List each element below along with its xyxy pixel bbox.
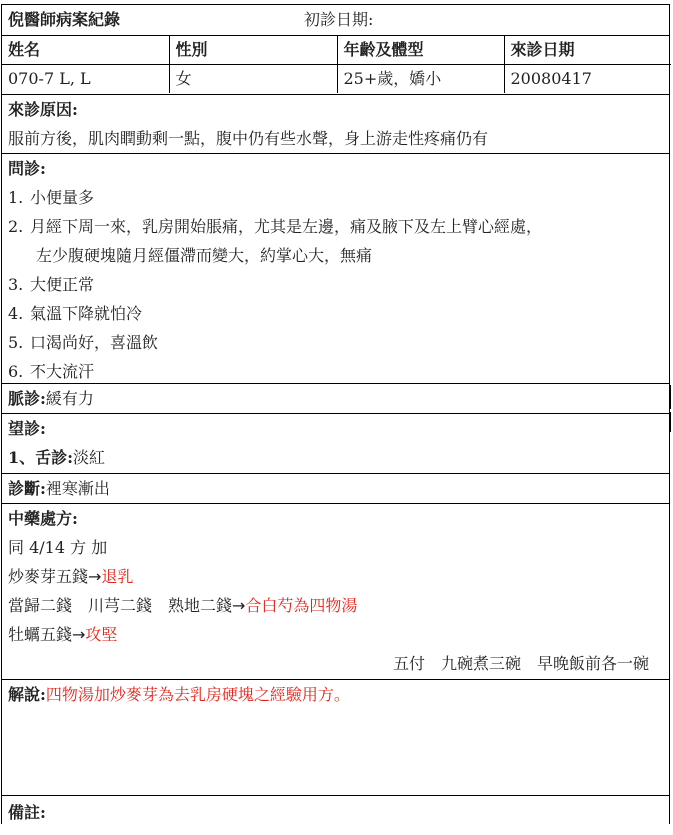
dosage-instructions: 五付 九碗煮三碗 早晚飯前各一碗 bbox=[392, 654, 649, 673]
herb-text: 牡蠣五錢 bbox=[8, 625, 73, 644]
notes-section bbox=[2, 795, 669, 835]
explanation-label: 解說: bbox=[8, 685, 46, 704]
effect-text: 攻堅 bbox=[85, 625, 118, 644]
inquiry-label: 問診: bbox=[8, 159, 46, 178]
age-build-header: 年齡及體型 bbox=[337, 36, 504, 65]
visit-date-header: 來診日期 bbox=[504, 36, 671, 65]
inspection-label: 望診: bbox=[8, 419, 46, 438]
right-arrow-icon: → bbox=[88, 567, 102, 586]
reason-label: 來診原因: bbox=[8, 100, 78, 119]
prescription-line bbox=[8, 591, 669, 620]
diagnosis-label: 診斷: bbox=[8, 479, 46, 498]
right-arrow-icon: → bbox=[72, 625, 86, 644]
record-title: 倪醫師病案紀錄 bbox=[8, 10, 121, 29]
prescription-line: 同 4/14 方 加 bbox=[8, 538, 108, 557]
inquiry-item: 3. 大便正常 bbox=[8, 275, 95, 294]
reason-section bbox=[2, 94, 669, 153]
inquiry-item: 5. 口渴尚好，喜溫飲 bbox=[8, 333, 159, 352]
explanation-section bbox=[2, 679, 669, 795]
first-visit-date-label: 初診日期: bbox=[304, 10, 374, 29]
reason-text: 服前方後，肌肉瞤動剩一點，腹中仍有些水聲，身上游走性疼痛仍有 bbox=[8, 129, 489, 148]
inquiry-item: 4. 氣溫下降就怕冷 bbox=[8, 304, 143, 323]
medical-record-form bbox=[1, 4, 670, 824]
info-header-row bbox=[2, 36, 671, 65]
edge-mark bbox=[670, 412, 671, 432]
herb-text: 炒麥芽五錢 bbox=[8, 567, 89, 586]
inquiry-item: 1. 小便量多 bbox=[8, 188, 95, 207]
notes-label: 備註: bbox=[8, 803, 46, 822]
inquiry-item-continuation: 左少腹硬塊隨月經僵滯而變大，約掌心大，無痛 bbox=[36, 246, 373, 265]
inquiry-item: 6. 不大流汗 bbox=[8, 362, 95, 381]
name-value: 070-7 L, L bbox=[2, 65, 169, 94]
effect-text: 合白芍為四物湯 bbox=[245, 596, 358, 615]
info-value-row bbox=[2, 65, 671, 94]
pulse-section bbox=[2, 383, 669, 413]
tongue-value: 淡紅 bbox=[73, 448, 106, 467]
prescription-line bbox=[8, 620, 669, 649]
effect-text: 退乳 bbox=[101, 567, 134, 586]
edge-mark bbox=[670, 385, 671, 409]
inquiry-section bbox=[2, 153, 669, 383]
explanation-text: 四物湯加炒麥芽為去乳房硬塊之經驗用方。 bbox=[45, 685, 350, 704]
patient-info-table bbox=[2, 35, 669, 94]
pulse-value: 緩有力 bbox=[45, 389, 94, 408]
inspection-section bbox=[2, 413, 669, 473]
prescription-section bbox=[2, 503, 669, 679]
sex-value: 女 bbox=[169, 65, 337, 94]
right-arrow-icon: → bbox=[232, 596, 246, 615]
visit-date-value: 20080417 bbox=[504, 65, 671, 94]
name-header: 姓名 bbox=[8, 40, 41, 59]
prescription-label: 中藥處方: bbox=[8, 509, 78, 528]
diagnosis-value: 裡寒漸出 bbox=[45, 479, 110, 498]
herb-text: 當歸二錢 川芎二錢 熟地二錢 bbox=[8, 596, 233, 615]
pulse-label: 脈診: bbox=[8, 389, 46, 408]
diagnosis-section bbox=[2, 473, 669, 503]
age-build-value: 25+歲，嬌小 bbox=[337, 65, 504, 94]
title-row bbox=[2, 5, 669, 35]
tongue-label: 1、舌診: bbox=[8, 448, 74, 467]
inquiry-item: 2. 月經下周一來，乳房開始脹痛，尤其是左邊，痛及腋下及左上臂心經處， bbox=[8, 217, 543, 236]
prescription-line bbox=[8, 562, 669, 591]
sex-header: 性別 bbox=[169, 36, 337, 65]
